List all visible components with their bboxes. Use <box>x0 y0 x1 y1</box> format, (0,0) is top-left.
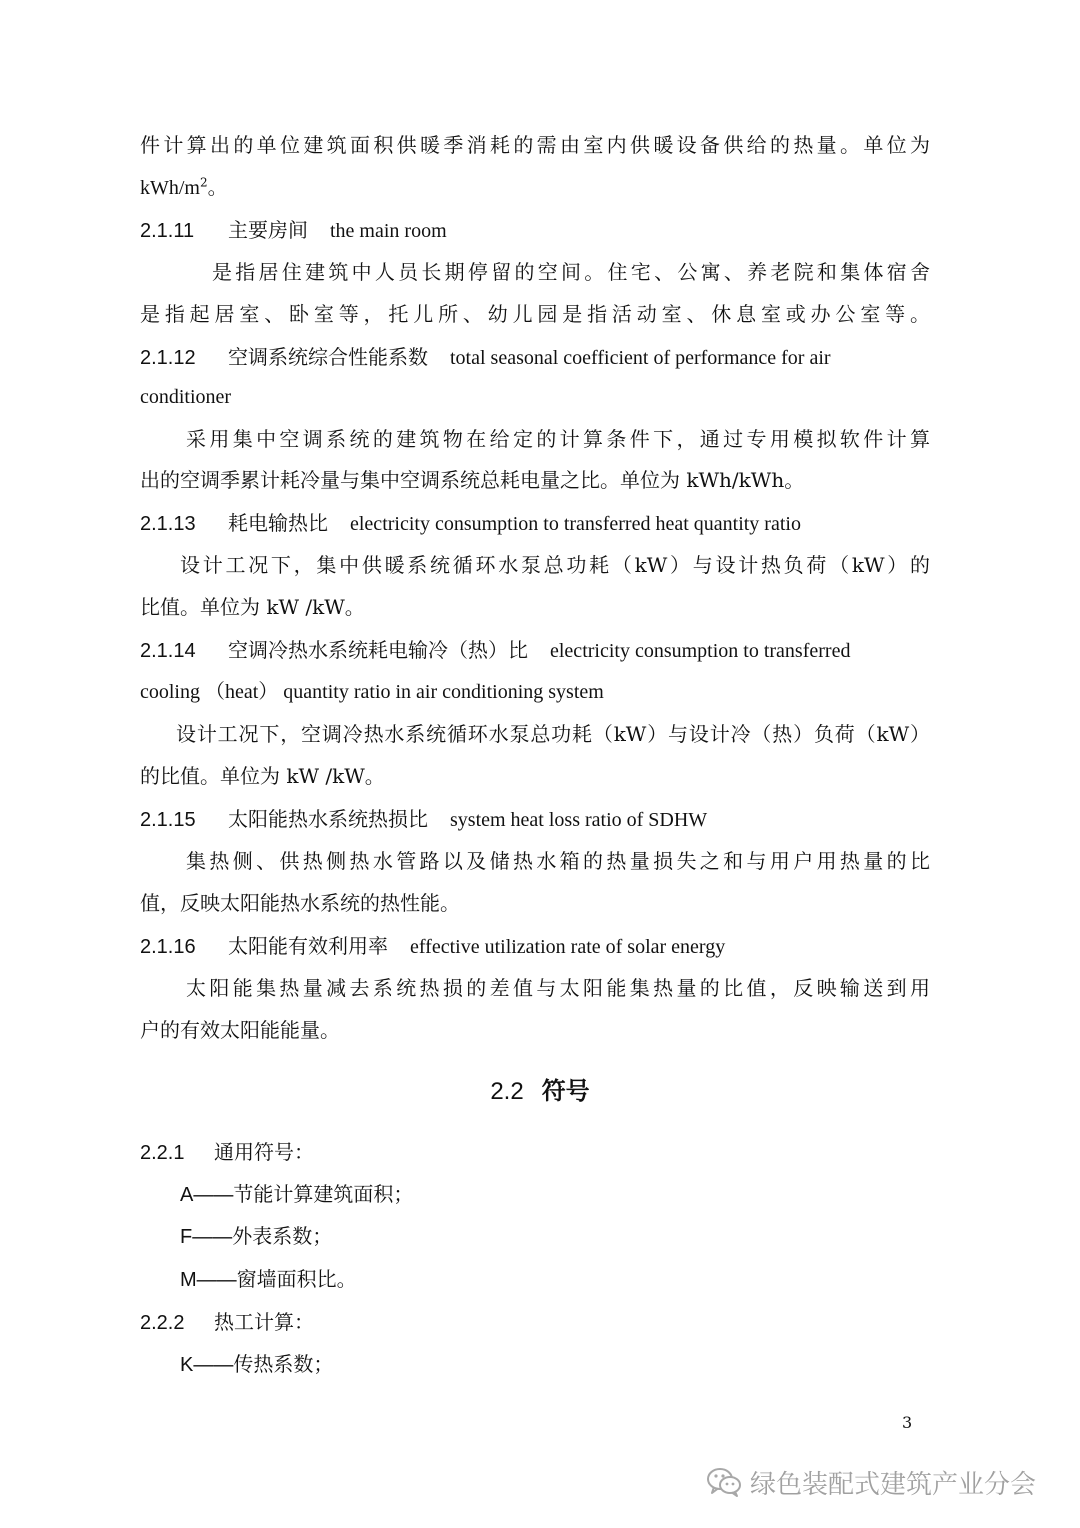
definition-line: 值，反映太阳能热水系统的热性能。 <box>140 891 460 915</box>
watermark-text: 绿色装配式建筑产业分会 <box>750 1469 1037 1500</box>
definition-line: 出的空调季累计耗冷量与集中空调系统总耗电量之比。单位为 kWh/kWh。 <box>140 468 805 492</box>
definition-line: 采用集中空调系统的建筑物在给定的计算条件下，通过专用模拟软件计算 <box>186 427 930 451</box>
term-english-continued: conditioner <box>140 386 232 408</box>
clause-2-2-1 <box>140 1137 930 1168</box>
definition-line: 太阳能集热量减去系统热损的差值与太阳能集热量的比值，反映输送到用 <box>186 976 930 1000</box>
paragraph-line: 件计算出的单位建筑面积供暖季消耗的需由室内供暖设备供给的热量。单位为 <box>140 133 930 157</box>
term-2-1-15 <box>140 804 930 835</box>
term-2-1-11 <box>140 215 930 246</box>
clause-number: 2.2.2 <box>140 1312 185 1334</box>
section-number: 2.2 <box>490 1078 524 1105</box>
term-chinese: 主要房间 <box>228 218 308 242</box>
term-2-1-12 <box>140 342 930 373</box>
symbol-definition: F——外表系数； <box>180 1226 333 1248</box>
clause-number: 2.2.1 <box>140 1142 185 1164</box>
section-title: 符号 <box>541 1076 590 1105</box>
definition-line: 集热侧、供热侧热水管路以及储热水箱的热量损失之和与用户用热量的比 <box>186 849 930 873</box>
wechat-icon <box>706 1466 742 1498</box>
term-chinese: 太阳能热水系统热损比 <box>228 807 428 831</box>
unit-text: kWh/m <box>140 177 200 199</box>
unit-tail: 。 <box>207 175 228 199</box>
page-number: 3 <box>902 1413 913 1432</box>
definition-line: 的比值。单位为 kW /kW。 <box>140 764 385 788</box>
clause-title: 热工计算： <box>214 1310 314 1334</box>
clause-number: 2.1.16 <box>140 936 196 958</box>
term-2-1-16 <box>140 931 930 962</box>
definition-line: 户的有效太阳能能量。 <box>140 1018 340 1042</box>
term-2-1-13 <box>140 508 930 539</box>
term-english: the main room <box>330 220 447 242</box>
clause-2-2-2 <box>140 1307 930 1338</box>
term-english-continued: cooling （heat） quantity ratio in air conditioning system <box>140 681 604 703</box>
term-english: system heat loss ratio of SDHW <box>450 809 708 831</box>
section-heading <box>0 1076 1080 1107</box>
symbol-definition: M——窗墙面积比。 <box>180 1269 357 1291</box>
term-english: electricity consumption to transferred <box>550 640 851 662</box>
unit-line <box>140 172 930 203</box>
unit-superscript: 2 <box>200 175 208 190</box>
symbol-definition: A——节能计算建筑面积； <box>180 1184 414 1206</box>
term-english: effective utilization rate of solar energy <box>410 936 726 958</box>
term-chinese: 空调冷热水系统耗电输冷（热）比 <box>228 638 528 662</box>
definition-line: 设计工况下，空调冷热水系统循环水泵总功耗（kW）与设计冷（热）负荷（kW） <box>176 722 930 746</box>
clause-number: 2.1.13 <box>140 513 196 535</box>
definition-line: 比值。单位为 kW /kW。 <box>140 595 365 619</box>
term-chinese: 耗电输热比 <box>228 511 328 535</box>
clause-number: 2.1.11 <box>140 220 195 242</box>
definition-line: 是指起居室、卧室等，托儿所、幼儿园是指活动室、休息室或办公室等。 <box>140 302 930 326</box>
clause-number: 2.1.12 <box>140 347 196 369</box>
term-chinese: 空调系统综合性能系数 <box>228 345 428 369</box>
term-english: electricity consumption to transferred heat quantity ratio <box>350 513 801 535</box>
term-2-1-14 <box>140 635 930 666</box>
watermark <box>706 1462 1036 1502</box>
definition-line: 设计工况下，集中供暖系统循环水泵总功耗（kW）与设计热负荷（kW）的 <box>180 553 930 577</box>
clause-number: 2.1.14 <box>140 640 196 662</box>
clause-number: 2.1.15 <box>140 809 196 831</box>
clause-title: 通用符号： <box>214 1140 314 1164</box>
definition-line: 是指居住建筑中人员长期停留的空间。住宅、公寓、养老院和集体宿舍 <box>212 260 930 284</box>
symbol-definition: K——传热系数； <box>180 1354 334 1376</box>
term-english: total seasonal coefficient of performance for air <box>450 347 831 369</box>
term-chinese: 太阳能有效利用率 <box>228 934 388 958</box>
